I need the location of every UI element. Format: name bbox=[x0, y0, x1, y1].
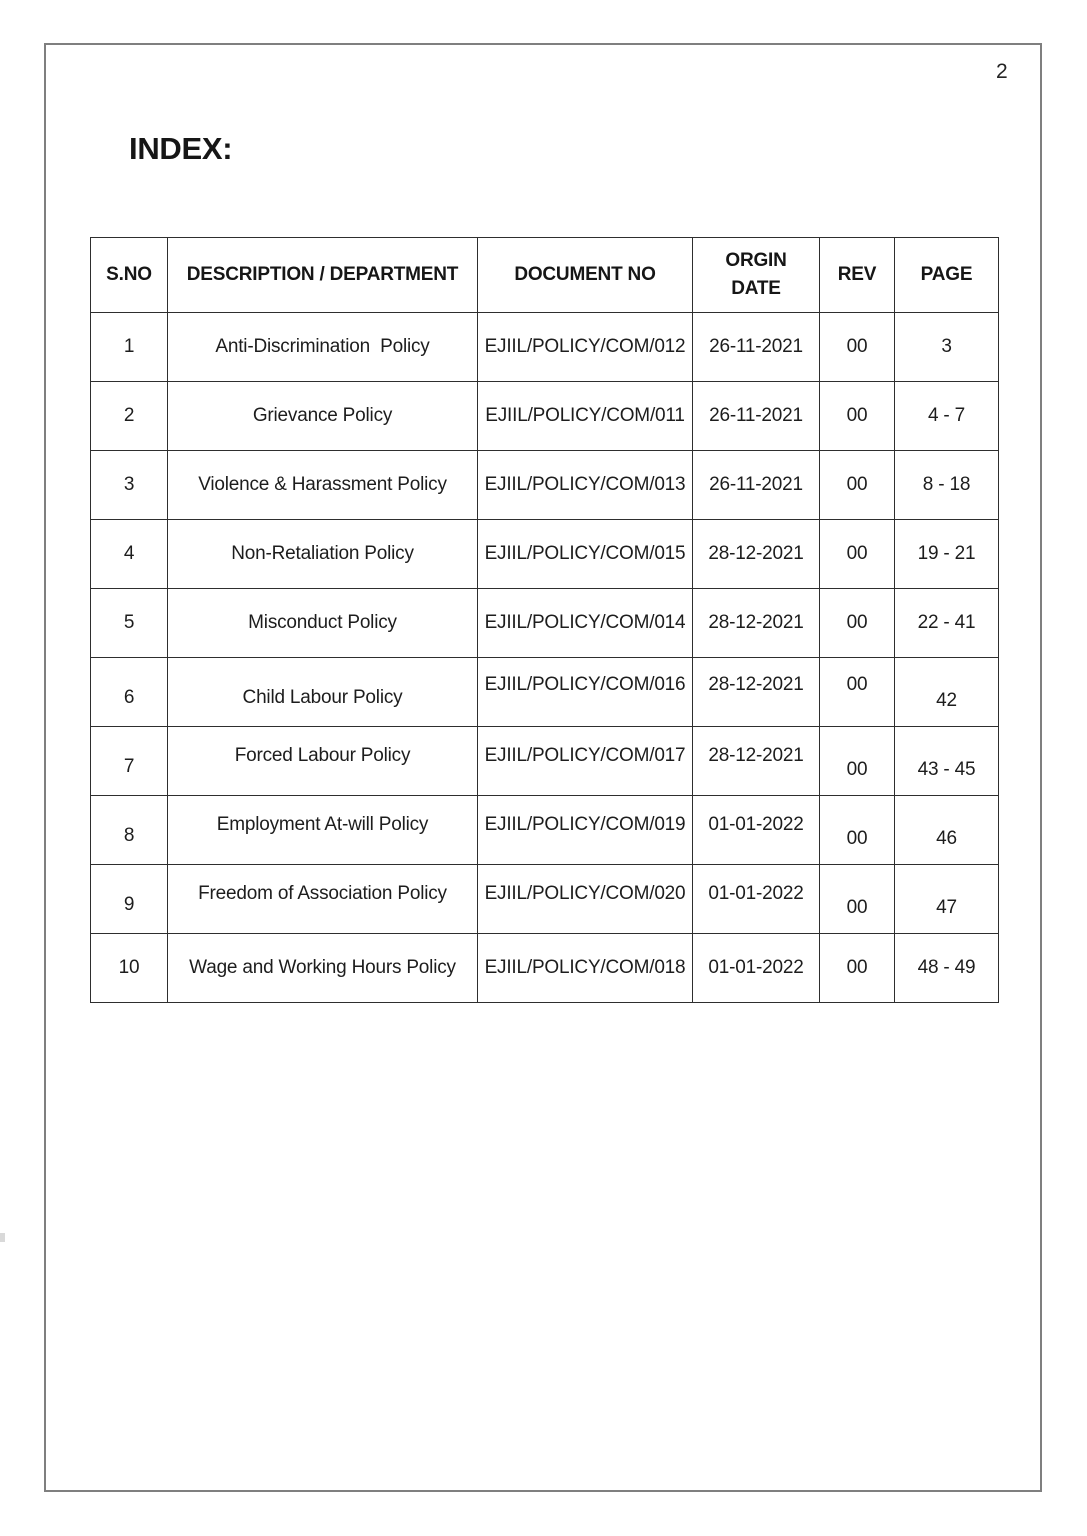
scan-artifact bbox=[0, 1233, 5, 1242]
cell-page-range: 22 - 41 bbox=[895, 589, 999, 658]
page-number: 2 bbox=[996, 60, 1008, 83]
cell-description: Freedom of Association Policy bbox=[168, 865, 478, 934]
cell-rev: 00 bbox=[820, 796, 895, 865]
cell-document-no: EJIIL/POLICY/COM/019 bbox=[478, 796, 693, 865]
cell-page-range: 46 bbox=[895, 796, 999, 865]
cell-document-no: EJIIL/POLICY/COM/018 bbox=[478, 934, 693, 1003]
cell-rev: 00 bbox=[820, 451, 895, 520]
cell-sno: 10 bbox=[91, 934, 168, 1003]
cell-page-range: 4 - 7 bbox=[895, 382, 999, 451]
col-header-orgin-date: ORGIN DATE bbox=[693, 238, 820, 313]
table-row bbox=[91, 934, 999, 1003]
cell-page-range: 42 bbox=[895, 658, 999, 727]
cell-document-no: EJIIL/POLICY/COM/012 bbox=[478, 313, 693, 382]
cell-document-no: EJIIL/POLICY/COM/016 bbox=[478, 658, 693, 727]
table-row bbox=[91, 727, 999, 796]
cell-document-no: EJIIL/POLICY/COM/013 bbox=[478, 451, 693, 520]
cell-sno: 6 bbox=[91, 658, 168, 727]
table-row bbox=[91, 451, 999, 520]
cell-orgin-date: 28-12-2021 bbox=[693, 727, 820, 796]
col-header-page: PAGE bbox=[895, 238, 999, 313]
cell-rev: 00 bbox=[820, 520, 895, 589]
cell-orgin-date: 28-12-2021 bbox=[693, 658, 820, 727]
table-row bbox=[91, 382, 999, 451]
cell-rev: 00 bbox=[820, 382, 895, 451]
table-row bbox=[91, 865, 999, 934]
cell-page-range: 48 - 49 bbox=[895, 934, 999, 1003]
cell-page-range: 3 bbox=[895, 313, 999, 382]
cell-page-range: 19 - 21 bbox=[895, 520, 999, 589]
table-row bbox=[91, 589, 999, 658]
table-header-row bbox=[91, 238, 999, 313]
cell-description: Violence & Harassment Policy bbox=[168, 451, 478, 520]
cell-description: Wage and Working Hours Policy bbox=[168, 934, 478, 1003]
cell-sno: 1 bbox=[91, 313, 168, 382]
cell-rev: 00 bbox=[820, 727, 895, 796]
cell-orgin-date: 28-12-2021 bbox=[693, 589, 820, 658]
cell-page-range: 43 - 45 bbox=[895, 727, 999, 796]
cell-description: Grievance Policy bbox=[168, 382, 478, 451]
table-row bbox=[91, 658, 999, 727]
cell-rev: 00 bbox=[820, 589, 895, 658]
table-row bbox=[91, 313, 999, 382]
cell-sno: 7 bbox=[91, 727, 168, 796]
index-table bbox=[90, 237, 999, 1003]
page-title: INDEX: bbox=[129, 131, 233, 166]
cell-orgin-date: 01-01-2022 bbox=[693, 865, 820, 934]
cell-description: Employment At-will Policy bbox=[168, 796, 478, 865]
cell-description: Non-Retaliation Policy bbox=[168, 520, 478, 589]
cell-document-no: EJIIL/POLICY/COM/015 bbox=[478, 520, 693, 589]
cell-rev: 00 bbox=[820, 313, 895, 382]
cell-orgin-date: 01-01-2022 bbox=[693, 796, 820, 865]
col-header-description: DESCRIPTION / DEPARTMENT bbox=[168, 238, 478, 313]
cell-orgin-date: 26-11-2021 bbox=[693, 382, 820, 451]
cell-orgin-date: 26-11-2021 bbox=[693, 313, 820, 382]
cell-document-no: EJIIL/POLICY/COM/020 bbox=[478, 865, 693, 934]
cell-rev: 00 bbox=[820, 658, 895, 727]
col-header-rev: REV bbox=[820, 238, 895, 313]
cell-orgin-date: 26-11-2021 bbox=[693, 451, 820, 520]
cell-rev: 00 bbox=[820, 865, 895, 934]
table-row bbox=[91, 796, 999, 865]
table-body bbox=[91, 313, 999, 1003]
cell-sno: 3 bbox=[91, 451, 168, 520]
cell-sno: 2 bbox=[91, 382, 168, 451]
cell-document-no: EJIIL/POLICY/COM/014 bbox=[478, 589, 693, 658]
cell-orgin-date: 01-01-2022 bbox=[693, 934, 820, 1003]
cell-document-no: EJIIL/POLICY/COM/011 bbox=[478, 382, 693, 451]
cell-sno: 4 bbox=[91, 520, 168, 589]
cell-document-no: EJIIL/POLICY/COM/017 bbox=[478, 727, 693, 796]
cell-sno: 8 bbox=[91, 796, 168, 865]
cell-description: Misconduct Policy bbox=[168, 589, 478, 658]
cell-description: Forced Labour Policy bbox=[168, 727, 478, 796]
cell-orgin-date: 28-12-2021 bbox=[693, 520, 820, 589]
cell-description: Child Labour Policy bbox=[168, 658, 478, 727]
col-header-document-no: DOCUMENT NO bbox=[478, 238, 693, 313]
cell-rev: 00 bbox=[820, 934, 895, 1003]
col-header-sno: S.NO bbox=[91, 238, 168, 313]
cell-description: Anti-Discrimination Policy bbox=[168, 313, 478, 382]
cell-sno: 9 bbox=[91, 865, 168, 934]
table-row bbox=[91, 520, 999, 589]
cell-page-range: 8 - 18 bbox=[895, 451, 999, 520]
cell-sno: 5 bbox=[91, 589, 168, 658]
cell-page-range: 47 bbox=[895, 865, 999, 934]
